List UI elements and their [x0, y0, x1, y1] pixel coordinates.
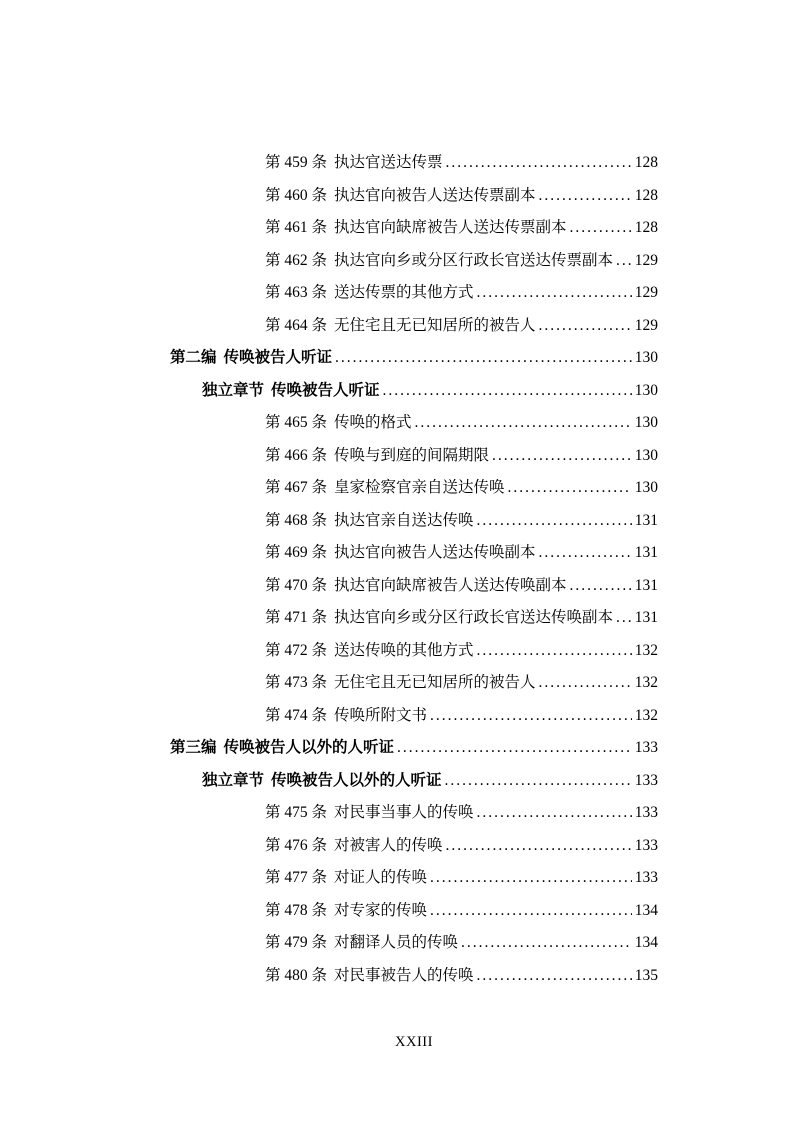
toc-entry-title: 传唤被告人以外的人听证: [223, 739, 395, 756]
toc-entry-number: 第 460 条: [265, 186, 328, 204]
toc-entry-page: 131: [634, 511, 658, 529]
page-footer: [170, 1034, 658, 1051]
dot-leader: [477, 635, 632, 668]
toc-entry: [170, 180, 658, 213]
dot-leader: [508, 472, 632, 505]
toc-entry-number: 第 461 条: [265, 219, 328, 236]
toc-entry-title: 传唤与到庭的间隔期限: [334, 446, 490, 464]
toc-entry: [170, 505, 658, 538]
toc-entry: [170, 765, 658, 798]
toc-entry: [170, 700, 658, 733]
toc-entry-number: 第 479 条: [265, 934, 328, 951]
toc-entry-title: 传唤被告人听证: [223, 349, 333, 366]
toc-entry-page: 129: [634, 251, 658, 269]
toc-entry-title: 对民事当事人的传唤: [334, 804, 474, 821]
toc-entry: [170, 927, 658, 960]
toc-entry-page: 132: [634, 674, 658, 691]
toc-entry: [170, 245, 658, 278]
dot-leader: [446, 830, 632, 863]
dot-leader: [477, 277, 632, 310]
toc-entry-title: 对证人的传唤: [334, 869, 428, 886]
toc-entry: [170, 147, 658, 180]
dot-leader: [430, 862, 632, 895]
dot-leader: [539, 537, 632, 570]
toc-entry-number: 第 467 条: [265, 479, 328, 496]
toc-entry-page: 133: [634, 836, 658, 854]
toc-entry: [170, 602, 658, 635]
toc-entry-page: 130: [634, 381, 658, 399]
toc-entry-page: 130: [634, 414, 658, 431]
dot-leader: [461, 927, 632, 960]
toc-entry: [170, 342, 658, 375]
toc-entry: [170, 667, 658, 700]
toc-entry-title: 执达官向乡或分区行政长官送达传票副本: [334, 251, 614, 269]
table-of-contents: [170, 147, 658, 992]
toc-entry-title: 对民事被告人的传唤: [334, 966, 474, 984]
dot-leader: [430, 700, 632, 733]
toc-entry: [170, 277, 658, 310]
dot-leader: [616, 602, 632, 635]
dot-leader: [477, 505, 632, 538]
toc-entry-title: 传唤被告人听证: [271, 381, 380, 399]
dot-leader: [477, 960, 632, 993]
toc-entry-page: 133: [634, 869, 658, 886]
toc-entry-number: 第 465 条: [265, 414, 328, 431]
toc-entry-page: 128: [634, 219, 658, 236]
toc-entry-page: 132: [634, 641, 658, 659]
toc-entry-title: 送达传票的其他方式: [334, 284, 474, 301]
toc-entry-title: 执达官送达传票: [334, 154, 443, 171]
toc-entry: [170, 537, 658, 570]
toc-entry: [170, 960, 658, 993]
toc-entry: [170, 570, 658, 603]
page-number: XXIII: [395, 1034, 433, 1050]
dot-leader: [616, 245, 632, 278]
toc-entry-title: 执达官向缺席被告人送达传唤副本: [334, 576, 567, 594]
toc-entry: [170, 212, 658, 245]
dot-leader: [445, 765, 632, 798]
toc-entry-number: 第 476 条: [265, 836, 328, 854]
toc-entry-page: 131: [634, 609, 658, 626]
toc-entry: [170, 310, 658, 343]
toc-entry-title: 执达官向被告人送达传唤副本: [334, 544, 536, 561]
toc-entry-number: 第 473 条: [265, 674, 328, 691]
dot-leader: [539, 310, 632, 343]
toc-entry-number: 第三编: [170, 739, 217, 756]
toc-entry: [170, 862, 658, 895]
dot-leader: [570, 212, 632, 245]
toc-entry-number: 第 471 条: [265, 609, 328, 626]
toc-entry-page: 132: [634, 706, 658, 724]
toc-entry-page: 129: [634, 284, 658, 301]
toc-entry-page: 134: [634, 901, 658, 919]
toc-entry-number: 第 472 条: [265, 641, 328, 659]
toc-entry-number: 第二编: [170, 349, 217, 366]
dot-leader: [539, 180, 632, 213]
toc-entry-page: 135: [634, 966, 658, 984]
toc-entry-number: 独立章节: [202, 771, 265, 789]
dot-leader: [383, 375, 632, 408]
toc-entry-title: 无住宅且无已知居所的被告人: [334, 316, 536, 334]
toc-entry-title: 传唤的格式: [334, 414, 412, 431]
toc-entry-title: 执达官亲自送达传唤: [334, 511, 474, 529]
toc-entry-title: 皇家检察官亲自送达传唤: [334, 479, 505, 496]
toc-entry-number: 第 463 条: [265, 284, 328, 301]
toc-entry-page: 134: [634, 934, 658, 951]
toc-entry-page: 133: [634, 771, 658, 789]
toc-entry-title: 对被害人的传唤: [334, 836, 443, 854]
toc-entry-number: 第 459 条: [265, 154, 328, 171]
toc-entry-title: 执达官向被告人送达传票副本: [334, 186, 536, 204]
dot-leader: [335, 342, 632, 375]
toc-entry: [170, 440, 658, 473]
toc-entry-page: 130: [634, 349, 658, 366]
toc-entry: [170, 375, 658, 408]
toc-entry: [170, 830, 658, 863]
toc-entry-page: 133: [634, 739, 658, 756]
dot-leader: [570, 570, 632, 603]
toc-entry-number: 第 475 条: [265, 804, 328, 821]
toc-entry-page: 131: [634, 544, 658, 561]
dot-leader: [477, 797, 632, 830]
toc-entry-page: 128: [634, 186, 658, 204]
dot-leader: [430, 895, 632, 928]
toc-entry-number: 第 470 条: [265, 576, 328, 594]
toc-entry: [170, 895, 658, 928]
toc-entry-title: 无住宅且无已知居所的被告人: [334, 674, 536, 691]
toc-entry-title: 传唤被告人以外的人听证: [271, 771, 442, 789]
toc-entry: [170, 635, 658, 668]
toc-entry-number: 第 468 条: [265, 511, 328, 529]
toc-entry-number: 第 478 条: [265, 901, 328, 919]
dot-leader: [539, 667, 632, 700]
toc-entry-page: 130: [634, 446, 658, 464]
toc-entry-number: 第 480 条: [265, 966, 328, 984]
toc-entry-number: 第 462 条: [265, 251, 328, 269]
toc-entry-title: 执达官向缺席被告人送达传票副本: [334, 219, 567, 236]
toc-entry-title: 执达官向乡或分区行政长官送达传唤副本: [334, 609, 614, 626]
toc-entry-number: 第 474 条: [265, 706, 328, 724]
toc-entry-number: 第 466 条: [265, 446, 328, 464]
toc-entry-number: 独立章节: [202, 381, 265, 399]
dot-leader: [415, 407, 632, 440]
toc-entry-number: 第 469 条: [265, 544, 328, 561]
toc-entry: [170, 472, 658, 505]
toc-entry-page: 130: [634, 479, 658, 496]
toc-entry-title: 对翻译人员的传唤: [334, 934, 459, 951]
toc-entry-number: 第 464 条: [265, 316, 328, 334]
toc-entry-page: 129: [634, 316, 658, 334]
toc-entry: [170, 732, 658, 765]
toc-entry-title: 送达传唤的其他方式: [334, 641, 474, 659]
toc-entry-page: 131: [634, 576, 658, 594]
toc-entry-title: 传唤所附文书: [334, 706, 428, 724]
dot-leader: [492, 440, 632, 473]
toc-entry-title: 对专家的传唤: [334, 901, 428, 919]
dot-leader: [397, 732, 632, 765]
toc-entry-number: 第 477 条: [265, 869, 328, 886]
toc-entry-page: 133: [634, 804, 658, 821]
toc-entry: [170, 407, 658, 440]
dot-leader: [446, 147, 632, 180]
toc-entry: [170, 797, 658, 830]
toc-entry-page: 128: [634, 154, 658, 171]
